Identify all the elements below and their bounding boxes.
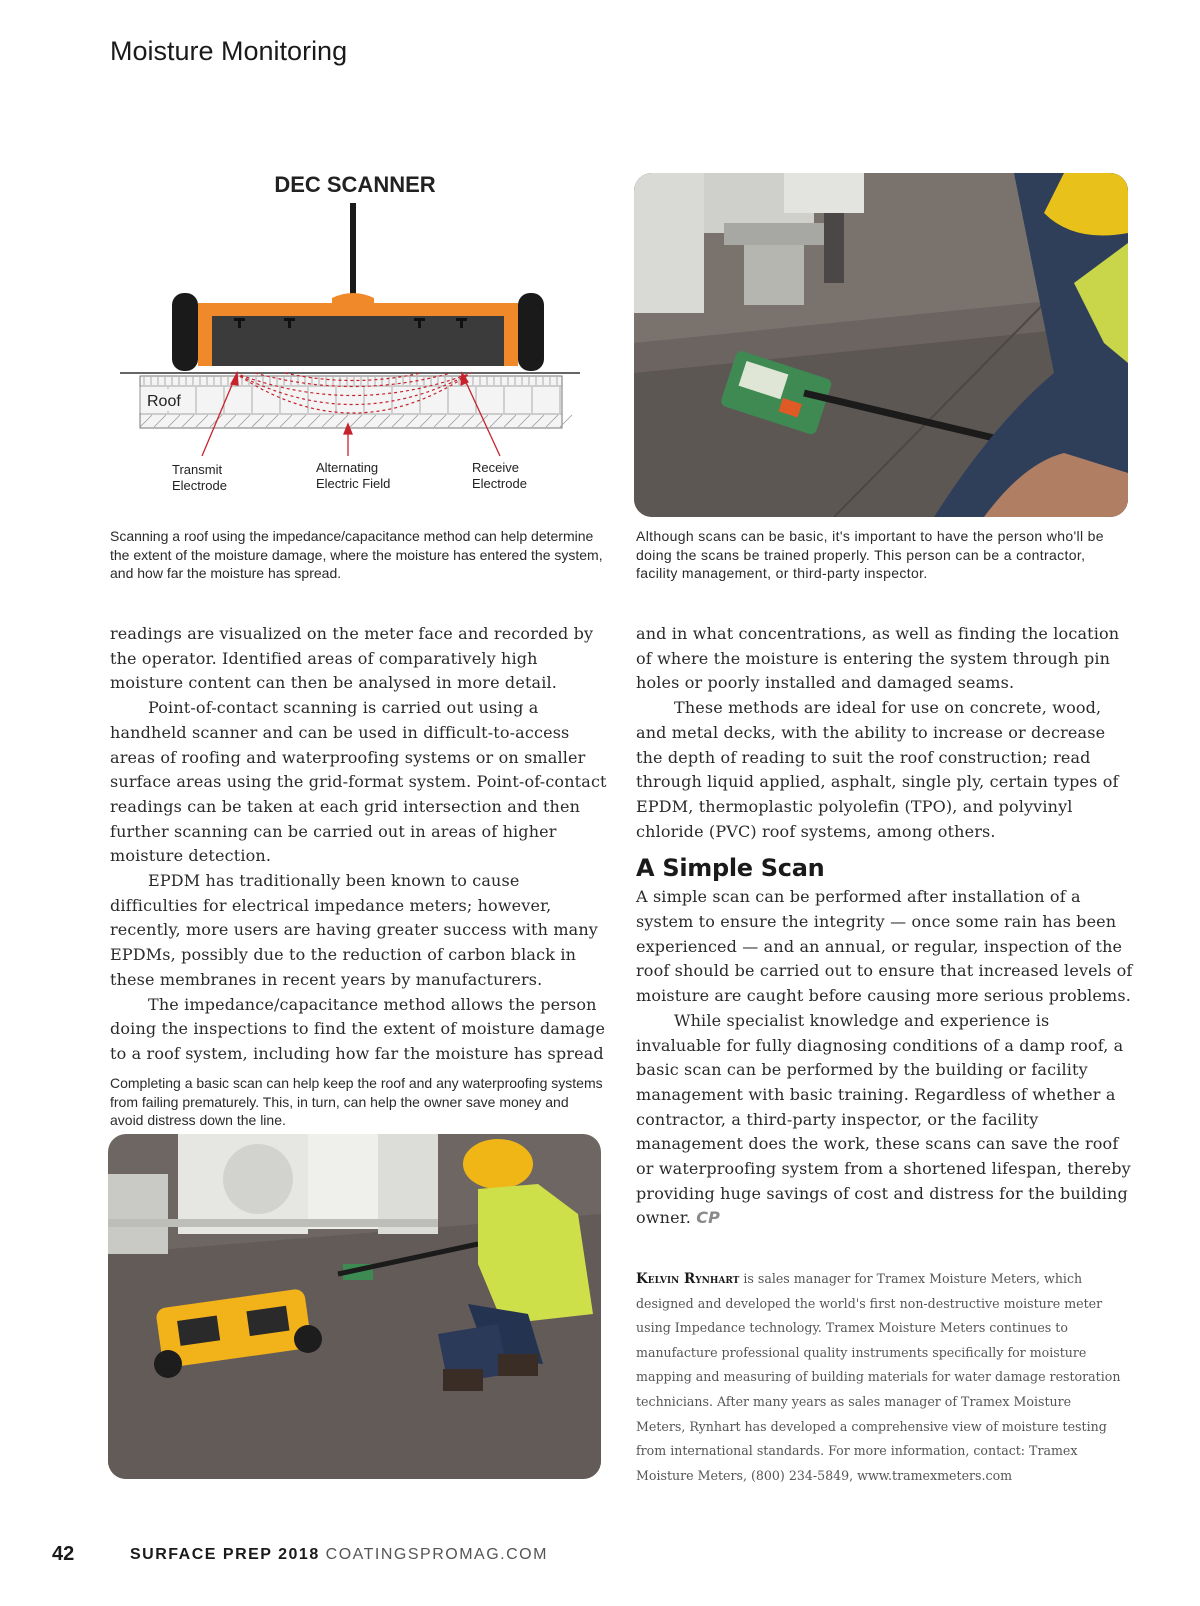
body-paragraph: A simple scan can be performed after installation of a system to ensure the integrity — once some rain has been experienced — and an annual, or regular, inspection of the roof should be carried out to ensure that increased levels of moisture are caught before causing more serious problems.	[636, 887, 1133, 1006]
body-column-right	[636, 622, 1134, 1231]
dec-scanner-diagram	[110, 168, 600, 508]
section-title: Moisture Monitoring	[110, 36, 348, 66]
author-bio-text: is sales manager for Tramex Moisture Meters, which designed and developed the world's first non-destructive moisture meter using Impedance technology. Tramex Moisture Meters continues to manufacture professional quality instruments specifically for moisture mapping and measuring of building materials for water damage restoration technicians. After many years as sales manager of Tramex Moisture Meters, Rynhart has developed a comprehensive view of moisture testing from international standards. For more information, contact: Tramex Moisture Meters, (800) 234-5849, www.tramexmeters.com	[636, 1271, 1121, 1483]
page-number: 42	[52, 1543, 75, 1565]
author-bio	[636, 1267, 1124, 1488]
body-paragraph: Point-of-contact scanning is carried out using a handheld scanner and can be used in difficult-to-access areas of roofing and waterproofing systems or on smaller surface areas using the grid-format system. Point-of-contact readings can be taken at each grid intersection and then further scanning can be carried out in areas of higher moisture detection.	[110, 698, 607, 866]
caption-diagram: Scanning a roof using the impedance/capacitance method can help determine the extent of the moisture damage, where the moisture has entered the system, and how far the moisture has spread.	[110, 528, 603, 581]
label-receive-2: Electrode	[472, 476, 527, 491]
subhead-simple-scan: A Simple Scan	[636, 854, 825, 883]
body-paragraph: EPDM has traditionally been known to cause difficulties for electrical impedance meters; however, recently, more users are having greater success with many EPDMs, possibly due to the reduction of carbon black in these membranes in recent years by manufacturers.	[110, 871, 598, 989]
label-field-1: Alternating	[316, 460, 379, 475]
body-paragraph: readings are visualized on the meter face and recorded by the operator. Identified areas of comparatively high moisture content can then be analysed in more detail.	[110, 624, 594, 693]
footer-publication	[130, 1546, 548, 1564]
body-paragraph: These methods are ideal for use on concrete, wood, and metal decks, with the ability to increase or decrease the depth of reading to suit the roof construction; read through liquid applied, asphalt, single ply, certain types of EPDM, thermoplastic polyolefin (TPO), and polyvinyl chloride (PVC) roof systems, among others.	[636, 698, 1119, 841]
body-paragraph	[636, 1009, 1134, 1231]
footer-site: COATINGSPROMAG.COM	[325, 1546, 548, 1563]
label-transmit-1: Transmit	[172, 462, 223, 477]
label-transmit-2: Electrode	[172, 478, 227, 493]
body-column-left	[110, 622, 608, 1067]
footer-issue: SURFACE PREP 2018	[130, 1546, 320, 1563]
caption-photo-top: Although scans can be basic, it's important to have the person who'll be doing the scans be trained properly. This person can be a contractor, facility management, or third-party inspector.	[636, 528, 1104, 581]
author-name: Kelvin Rynhart	[636, 1271, 740, 1287]
caption-photo-bottom: Completing a basic scan can help keep the roof and any waterproofing systems from failing prematurely. This, in turn, can help the owner save money and avoid distress down the line.	[110, 1075, 603, 1128]
body-paragraph: and in what concentrations, as well as finding the location of where the moisture is entering the system through pin holes or poorly installed and damaged seams.	[636, 624, 1120, 693]
body-paragraph: The impedance/capacitance method allows the person doing the inspections to find the extent of moisture damage to a roof system, including how far the moisture has spread	[110, 994, 606, 1063]
diagram-roof-label: Roof	[147, 393, 181, 410]
end-mark: CP	[696, 1208, 721, 1228]
label-field-2: Electric Field	[316, 476, 391, 491]
label-receive-1: Receive	[472, 460, 519, 475]
photo-meter-on-roof	[634, 173, 1128, 517]
body-paragraph-text: While specialist knowledge and experience is invaluable for fully diagnosing conditions of a damp roof, a basic scan can be performed by the building or facility management with basic training. Regardless of whether a contractor, a third-party inspector, or the facility management does the work, these scans can save the roof or waterproofing system from a shortened lifespan, thereby providing huge savings of cost and distress for the building owner.	[636, 1010, 1131, 1228]
photo-worker-scanner	[108, 1134, 601, 1479]
diagram-title: DEC SCANNER	[274, 172, 436, 197]
